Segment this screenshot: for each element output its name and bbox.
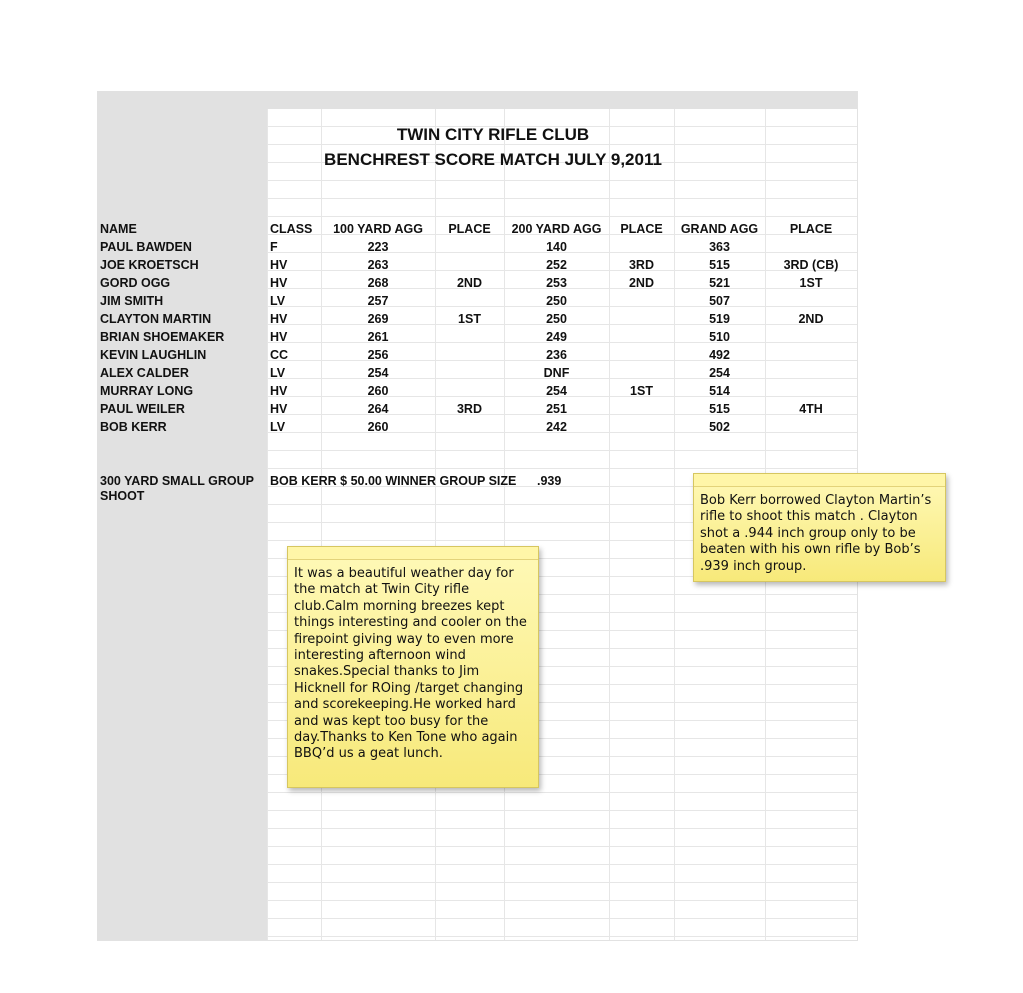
header-place200: PLACE <box>620 222 663 236</box>
cell-agg200: 252 <box>546 258 567 272</box>
cell-class: HV <box>270 258 288 272</box>
small-group-size: .939 <box>537 474 562 488</box>
cell-class: HV <box>270 330 288 344</box>
cell-agg200: 236 <box>546 348 567 362</box>
cell-class: CC <box>270 348 289 362</box>
cell-agg100: 261 <box>367 330 389 344</box>
cell-name: BOB KERR <box>100 420 167 434</box>
cell-class: HV <box>270 276 288 290</box>
cell-class: HV <box>270 312 288 326</box>
cell-agg200: 251 <box>546 402 567 416</box>
cell-class: HV <box>270 384 288 398</box>
cell-grandagg: 507 <box>709 294 730 308</box>
cell-agg100: 256 <box>367 348 389 362</box>
cell-class: F <box>270 240 278 254</box>
cell-grandagg: 515 <box>709 258 730 272</box>
cell-agg100: 254 <box>367 366 389 380</box>
cell-agg200: 250 <box>546 312 567 326</box>
cell-grandagg: 519 <box>709 312 730 326</box>
cell-agg100: 269 <box>367 312 389 326</box>
cell-agg100: 257 <box>367 294 389 308</box>
cell-name: BRIAN SHOEMAKER <box>100 330 225 344</box>
header-class: CLASS <box>270 222 313 236</box>
cell-name: CLAYTON MARTIN <box>100 312 212 326</box>
note-text: It was a beautiful weather day for the match at Twin City rifle club.Calm morning breezes kept things interesting and cooler on the firepoint giving way to even more interesting afternoon wind snakes.Special thanks to Jim Hicknell for ROing /target changing and scorekeeping.He worked hard and was kept too busy for the day.Thanks to Ken Tone who again BBQ’d us a geat lunch. <box>294 566 527 762</box>
cell-grandplace: 1ST <box>799 276 823 290</box>
cell-place100: 1ST <box>458 312 481 326</box>
cell-grandagg: 492 <box>709 348 730 362</box>
cell-agg200: 242 <box>546 420 567 434</box>
cell-class: LV <box>270 420 286 434</box>
cell-grandplace: 2ND <box>798 312 824 326</box>
cell-grandplace: 3RD (CB) <box>783 258 839 272</box>
cell-name: MURRAY LONG <box>100 384 194 398</box>
cell-agg200: 253 <box>546 276 567 290</box>
header-grandagg: GRAND AGG <box>680 222 759 236</box>
club-title: TWIN CITY RIFLE CLUB <box>396 125 590 144</box>
header-agg100: 100 YARD AGG <box>333 222 423 236</box>
cell-agg100: 260 <box>367 420 389 434</box>
cell-name: JIM SMITH <box>100 294 164 308</box>
cell-agg200: 140 <box>546 240 567 254</box>
cell-grandagg: 502 <box>709 420 730 434</box>
cell-name: GORD OGG <box>100 276 171 290</box>
cell-agg100: 260 <box>367 384 389 398</box>
cell-agg100: 263 <box>367 258 389 272</box>
cell-class: LV <box>270 366 286 380</box>
grid-col-line <box>267 109 268 940</box>
cell-place100: 2ND <box>456 276 482 290</box>
cell-agg100: 223 <box>367 240 389 254</box>
small-group-label-1: 300 YARD SMALL GROUP <box>100 474 254 488</box>
cell-name: PAUL WEILER <box>100 402 185 416</box>
cell-place100: 3RD <box>456 402 482 416</box>
cell-agg200: 249 <box>546 330 567 344</box>
cell-grandplace: 4TH <box>799 402 823 416</box>
cell-place200: 3RD <box>628 258 654 272</box>
cell-agg200: DNF <box>543 366 570 380</box>
note-text: Bob Kerr borrowed Clayton Martin’s rifle to shoot this match . Clayton shot a .944 inch group only to be beaten with his own rifle by Bob’s .939 inch group. <box>700 493 932 574</box>
cell-name: PAUL BAWDEN <box>100 240 192 254</box>
header-place100: PLACE <box>448 222 491 236</box>
sticky-note-right[interactable] <box>693 473 946 582</box>
cell-agg200: 254 <box>546 384 567 398</box>
header-grandplace: PLACE <box>789 222 833 236</box>
cell-grandagg: 515 <box>709 402 730 416</box>
header-name: NAME <box>100 222 137 236</box>
cell-class: HV <box>270 402 288 416</box>
cell-grandagg: 514 <box>709 384 730 398</box>
sheet-header-band <box>97 91 857 109</box>
small-group-result: BOB KERR $ 50.00 WINNER GROUP SIZE <box>270 474 517 488</box>
note-title-bar <box>694 474 945 487</box>
cell-grandagg: 521 <box>709 276 730 290</box>
note-title-bar <box>288 547 538 560</box>
cell-place200: 1ST <box>630 384 653 398</box>
cell-class: LV <box>270 294 286 308</box>
cell-name: KEVIN LAUGHLIN <box>100 348 207 362</box>
cell-agg200: 250 <box>546 294 567 308</box>
cell-grandagg: 254 <box>709 366 730 380</box>
cell-name: JOE KROETSCH <box>100 258 199 272</box>
cell-grandagg: 510 <box>709 330 730 344</box>
cell-name: ALEX CALDER <box>100 366 189 380</box>
match-title: BENCHREST SCORE MATCH JULY 9,2011 <box>324 150 662 169</box>
cell-place200: 2ND <box>628 276 654 290</box>
small-group-label-2: SHOOT <box>100 489 145 503</box>
cell-agg100: 268 <box>367 276 389 290</box>
cell-agg100: 264 <box>367 402 389 416</box>
sticky-note-left[interactable] <box>287 546 539 788</box>
cell-grandagg: 363 <box>709 240 730 254</box>
header-agg200: 200 YARD AGG <box>511 222 602 236</box>
